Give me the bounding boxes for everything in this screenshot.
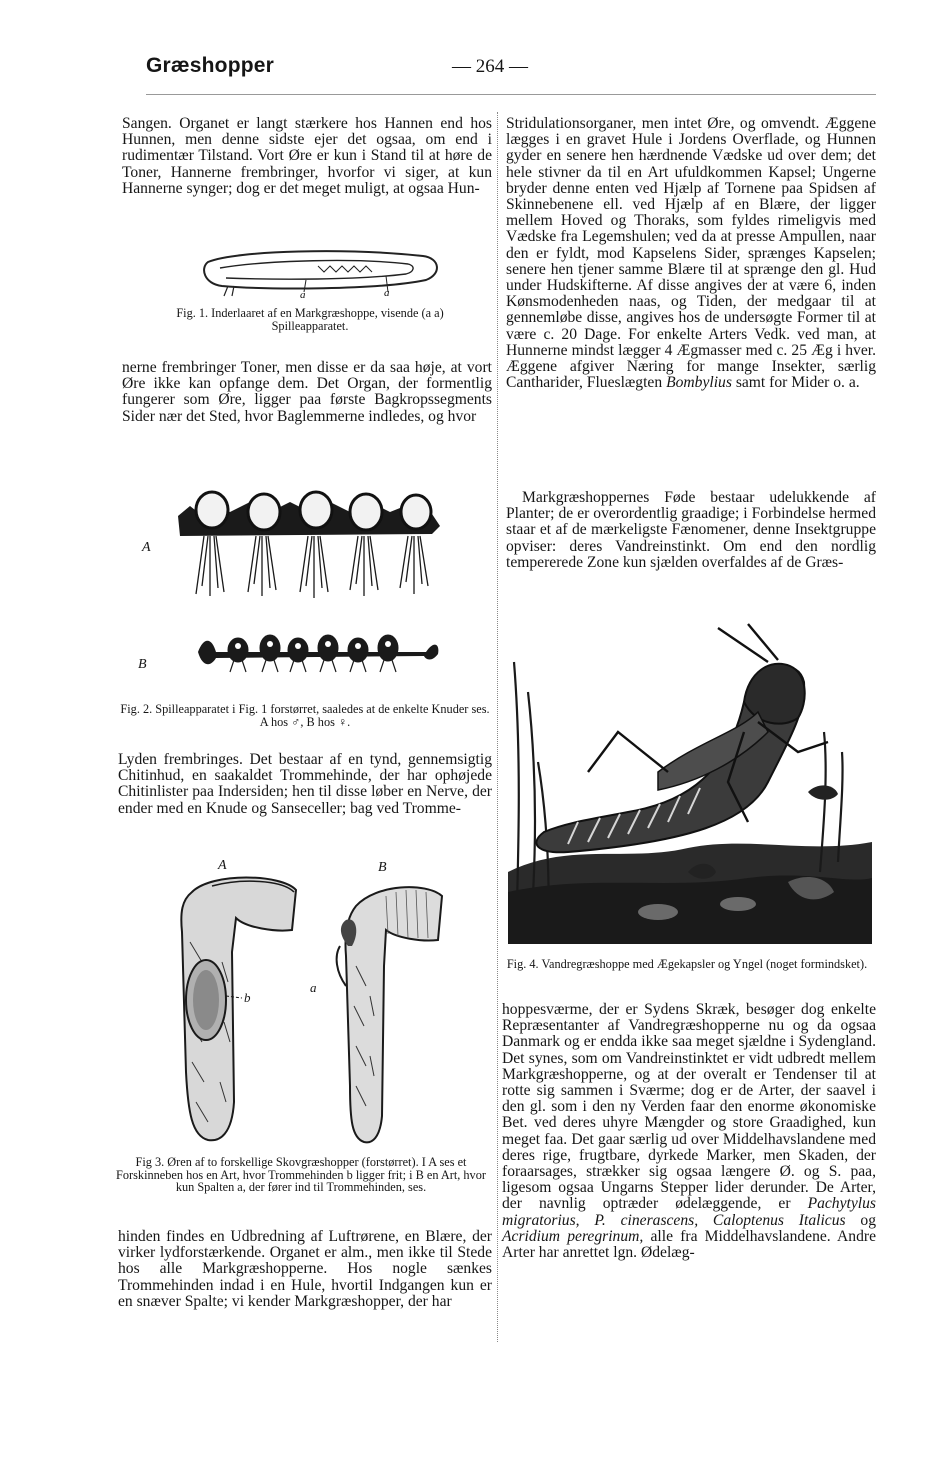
right-paragraph-2: Markgræshoppernes Føde bestaar udelukkende af Planter; de er overordentlig graadige; i Forbindelse hermed staar et af de mærkeligste Fænomener, denne Insektgruppe opviser: deres Vandreinstinkt. Om end den nordlig tempererede Zone kun sjælden overfaldes af de Græs- xyxy=(506,489,876,571)
figure-2-label-a: A xyxy=(142,540,151,555)
left-paragraph-2: nerne frembringer Toner, men disse er da saa høje, at vort Øre ikke kan opfange dem. Det Organ, der formentlig fungerer som Øre, ligger paa første Bagkropssegments Sider nær det Sted, hvor Baglemmerne indledes, og hvor xyxy=(122,359,492,425)
figure-1-label-a-left: a xyxy=(300,289,306,301)
right-paragraph-3-text: hoppesværme, der er Sydens Skræk, besøger dog enkelte Repræsentanter af Vandregræshopperne nu og da ogsaa Danmark og er endda ikke saa meget sjældne i Sydengland. Det synes, som om Vandreinstinktet er vidt udbredt mellem Markgræshopperne, og at der overalt er Tendenser til at rotte sig sammen i Sværme; dog er de Arter, der saavel i den gl. som i den ny Verden faar den enorme økonomiske Bet. ved deres uhyre Mængder og store Graadighed, kun meget faa. Det gaar særlig ud over Middelhavslandene med deres rige, frugtbare, dyrkede Marker, men Skaden, der foraarsages, strækker sig ogsaa længere Ø. og S. paa, ligesom ogsaa Ungarns Stepper lider derunder. De Arter, der navnlig optræder ødelæggende, er xyxy=(502,1001,876,1213)
right-paragraph-1 xyxy=(506,116,876,391)
figure-2-caption: Fig. 2. Spilleapparatet i Fig. 1 forstørret, saaledes at de enkelte Knuder ses. A hos ♂, B hos ♀. xyxy=(120,702,490,729)
figure-3-caption: Fig 3. Øren af to forskellige Skovgræshopper (forstørret). I A ses et Forskinneben hos en Art, hvor Trommehinden b ligger frit; i B en Art, hvor kun Spalten a, der fører ind til Trommehinden, ses. xyxy=(116,1155,486,1195)
figure-2b-knobs-illustration xyxy=(194,630,442,676)
figure-3-label-a: A xyxy=(218,858,227,873)
header-rule xyxy=(146,94,876,95)
left-paragraph-1: Sangen. Organet er langt stærkere hos Hannen end hos Hunnen, men denne sidste ejer det ogsaa, om end i rudimentær Tilstand. Vort Øre er kun i Stand til at høre de Toner, Hannerne frembringer, hvorfor vi siger, at kun Hannerne synger; dog er det meget muligt, at ogsaa Hun- xyxy=(122,115,492,197)
figure-4-locust-illustration xyxy=(508,622,872,944)
figure-3b-ear-illustration xyxy=(326,876,446,1146)
left-paragraph-3: Lyden frembringes. Det bestaar af en tynd, gennemsigtig Chitinhud, en saakaldet Trommehinde, der har ophøjede Chitinlister paa Indersiden; hen til disse løber en Nerve, der ender med en Knude og Sanseceller; bag ved Tromme- xyxy=(118,751,492,817)
figure-1-label-a-right: a xyxy=(384,287,390,299)
figure-3-label-b: B xyxy=(378,860,387,875)
running-head-title: Græshopper xyxy=(146,54,275,77)
left-paragraph-4: hinden findes en Udbredning af Luftrørene, en Blære, der virker lydforstærkende. Organet er alm., men ikke til Stede hos alle Markgræshopperne. Hos nogle sænkes Trommehinden indad i en Hule, hvortil Indgangen kun er en snæver Spalte; vi kender Markgræshopper, der har xyxy=(118,1228,492,1310)
figure-2-knobs-illustration xyxy=(170,466,450,606)
right-paragraph-3 xyxy=(502,1002,876,1261)
figure-3a-ear-illustration xyxy=(172,872,302,1144)
species-acridium: Acridium peregrinum, xyxy=(502,1227,644,1245)
figure-1-thigh-illustration xyxy=(198,244,448,302)
figure-4-caption: Fig. 4. Vandregræshoppe med Ægekapsler og Yngel (noget formindsket). xyxy=(506,957,868,971)
page-number: — 264 — xyxy=(452,56,528,77)
figure-3-label-small-a: a xyxy=(310,980,317,995)
right-paragraph-3-end: alle fra Middelhavslandene. Andre Arter har anrettet lgn. Ødelæg- xyxy=(502,1227,876,1262)
right-paragraph-1-text: Stridulationsorganer, men intet Øre, og omvendt. Æggene lægges i en gravet Hule i Jordens Overflade, og Hunnen gyder en senere hen hærdnende Vædske ud over dem; det hele stivner da til en Art ufuldkommen Kapsel; Ungerne bryder denne enten ved Hjælp af Tornene paa Spidsen af Skinnebenene ell. ved Hjælp af en Blære, der ligger mellem Hoved og Thoraks, som fyldes rimeligvis med Vædske fra Legemshulen; ved da at presse Ampullen, naar den er fyldt, mod Kapselens Sider, sprænges Kapselen; senere hen tjener samme Blære til at sprænge den gl. Hud under Hudskifterne. Af disse angives der at være 6, inden Kønsmodenheden naas, og Tiden, der medgaar til at gennemløbe disse, angives hos de undersøgte Former til at være c. 20 Dage. For enkelte Arters Vedk. ved man, at Hunnerne mindst lægger 4 Ægmasser med c. 25 Æg i hver. Æggene afgiver Næring for mange Insekter, særlig Cantharider, Flueslægten xyxy=(506,115,876,392)
column-divider xyxy=(497,112,498,1342)
species-list: Pachytylus migratorius, P. cinerascens, Caloptenus Italicus xyxy=(502,1195,876,1229)
conjunction-og: og xyxy=(860,1211,876,1229)
genus-bombylius: Bombylius xyxy=(666,374,732,392)
figure-3-label-small-b: b xyxy=(244,990,251,1005)
right-paragraph-1-end: samt for Mider o. a. xyxy=(735,374,860,392)
figure-1-caption: Fig. 1. Inderlaaret af en Markgræshoppe, visende (a a) Spilleapparatet. xyxy=(176,306,444,333)
figure-2-label-b: B xyxy=(138,657,147,672)
